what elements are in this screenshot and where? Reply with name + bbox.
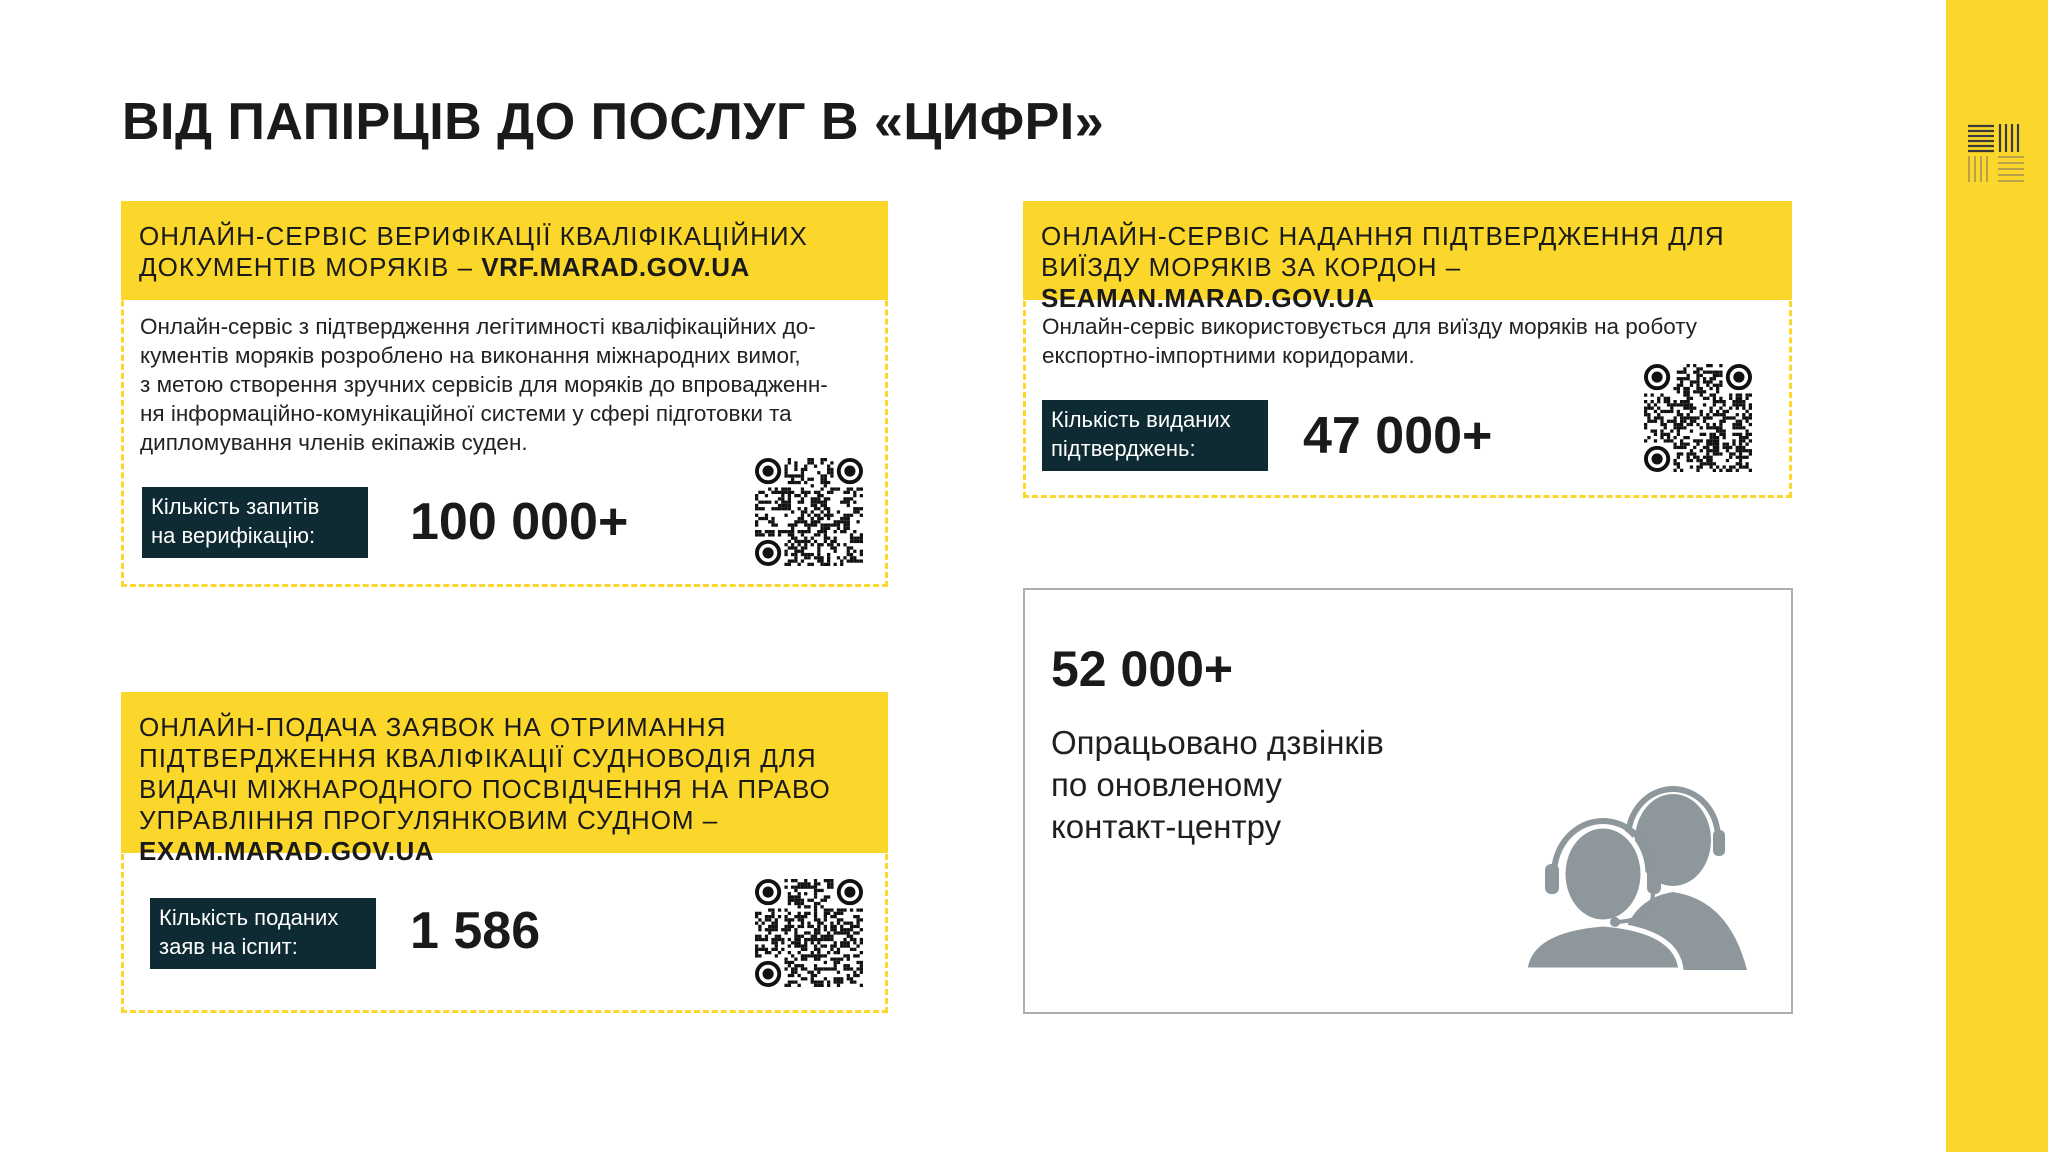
qr-code-icon[interactable] — [755, 458, 863, 566]
card-header — [121, 201, 888, 300]
card-description — [140, 312, 875, 457]
call-count: 52 000+ — [1051, 641, 1234, 697]
stat-value: 100 000+ — [410, 493, 629, 551]
call-description — [1051, 722, 1471, 848]
description-line: дипломування членів екіпажів суден. — [140, 430, 528, 455]
stat-label-line: Кількість запитів — [151, 494, 320, 519]
qr-code-icon[interactable] — [755, 879, 863, 987]
card-header — [121, 692, 888, 866]
description-line: експортно-імпортними коридорами. — [1042, 343, 1415, 368]
card-verification — [121, 201, 888, 587]
card-header-text: ОНЛАЙН-ПОДАЧА ЗАЯВОК НА ОТРИМАННЯ ПІДТВЕРДЖЕННЯ КВАЛІФІКАЦІЇ СУДНОВОДІЯ ДЛЯ ВИДАЧІ МІЖНАРОДНОГО ПОСВІДЧЕННЯ НА ПРАВО УПРАВЛІННЯ ПРОГУЛЯНКОВИМ СУДНОМ – — [139, 712, 831, 835]
stat-label-line: підтверджень: — [1051, 436, 1196, 461]
call-center-operators-icon — [1525, 770, 1755, 970]
page-title: ВІД ПАПІРЦІВ ДО ПОСЛУГ В «ЦИФРІ» — [122, 93, 1105, 151]
stat-label-line: Кількість виданих — [1051, 407, 1231, 432]
call-center-stat-card — [1023, 588, 1793, 1014]
card-seaman — [1023, 201, 1792, 498]
card-header-text: ОНЛАЙН-СЕРВІС ВЕРИФІКАЦІЇ КВАЛІФІКАЦІЙНИХ ДОКУМЕНТІВ МОРЯКІВ – — [139, 221, 808, 282]
description-line: з метою створення зручних сервісів для моряків до впровадженн- — [140, 372, 828, 397]
stat-value: 1 586 — [410, 902, 541, 960]
stat-label-line: Кількість поданих — [159, 905, 339, 930]
card-header — [1023, 201, 1792, 313]
description-line: Онлайн-сервіс з підтвердження легітимності кваліфікаційних до- — [140, 314, 816, 339]
stat-label — [142, 487, 368, 558]
service-link[interactable]: EXAM.MARAD.GOV.UA — [139, 836, 435, 866]
description-line: Онлайн-сервіс використовується для виїзду моряків на роботу — [1042, 314, 1698, 339]
card-description — [1042, 312, 1777, 370]
call-description-line: контакт-центру — [1051, 808, 1282, 845]
card-exam — [121, 692, 888, 1013]
stat-label — [1042, 400, 1268, 471]
qr-code-icon[interactable] — [1644, 364, 1752, 472]
card-header-text: ОНЛАЙН-СЕРВІС НАДАННЯ ПІДТВЕРДЖЕННЯ ДЛЯ ВИЇЗДУ МОРЯКІВ ЗА КОРДОН – — [1041, 221, 1725, 282]
logo-icon — [1966, 124, 2024, 182]
call-description-line: Опрацьовано дзвінків — [1051, 724, 1384, 761]
stat-value: 47 000+ — [1303, 407, 1493, 465]
description-line: кументів моряків розроблено на виконання міжнародних вимог, — [140, 343, 801, 368]
call-description-line: по оновленому — [1051, 766, 1282, 803]
service-link[interactable]: VRF.MARAD.GOV.UA — [481, 252, 750, 282]
stat-label-line: заяв на іспит: — [159, 934, 298, 959]
stat-label — [150, 898, 376, 969]
description-line: ня інформаційно-комунікаційної системи у сфері підготовки та — [140, 401, 792, 426]
stat-label-line: на верифікацію: — [151, 523, 316, 548]
service-link[interactable]: SEAMAN.MARAD.GOV.UA — [1041, 283, 1375, 313]
